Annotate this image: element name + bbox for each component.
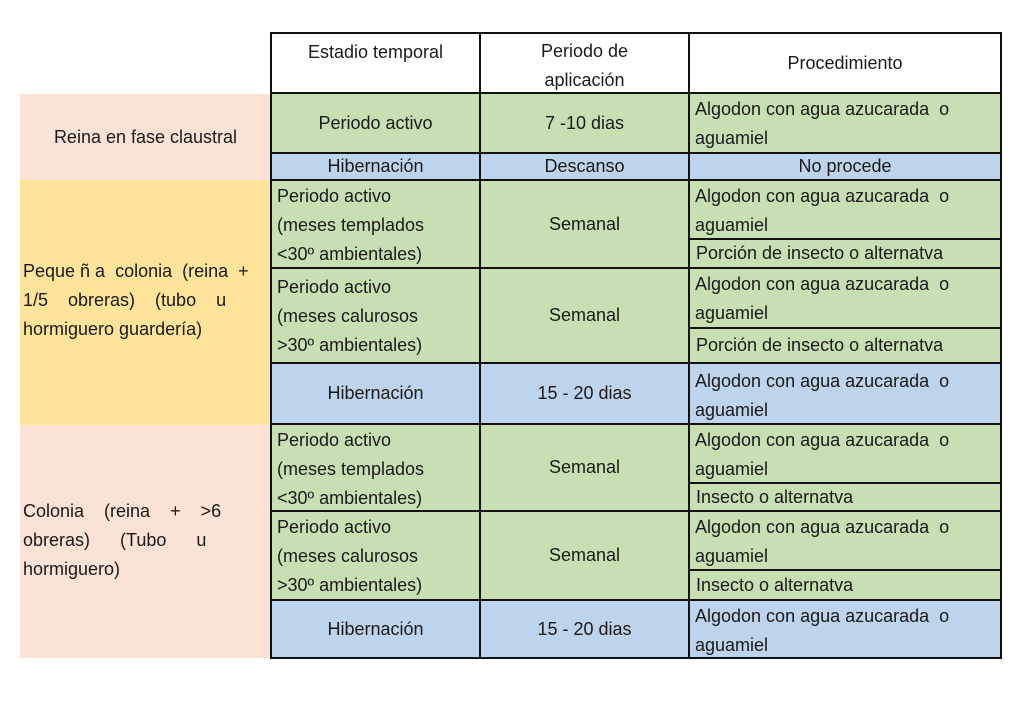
small-temperate-period	[479, 179, 690, 269]
period-text: 15 - 20 dias	[537, 618, 632, 639]
group-small-colony-line2: 1/5 obreras) (tubo u	[23, 290, 227, 310]
small-hot-procedure-insect	[688, 327, 1002, 364]
small-temperate-procedure-cotton	[688, 179, 1002, 240]
stage-line2: (meses templados	[277, 215, 425, 235]
colony-temperate-procedure-insect	[688, 482, 1002, 512]
procedure-line1: Algodon con agua azucarada o	[695, 430, 950, 450]
procedure-line2: aguamiel	[695, 215, 769, 235]
header-stage-text: Estadio temporal	[307, 42, 444, 62]
colony-hot-procedure-insect	[688, 569, 1002, 601]
queen-active-procedure	[688, 92, 1002, 154]
period-text: Descanso	[544, 156, 625, 176]
stage-line3: <30º ambientales)	[277, 488, 423, 508]
colony-temperate-period	[479, 423, 690, 512]
group-small-colony	[20, 180, 271, 425]
header-period-line1: Periodo de	[540, 41, 629, 61]
small-hibernation-stage	[270, 362, 481, 425]
procedure-line2: aguamiel	[695, 635, 769, 655]
stage-line3: <30º ambientales)	[277, 244, 423, 264]
stage-line3: >30º ambientales)	[277, 575, 423, 595]
colony-hot-stage	[270, 510, 481, 601]
small-hibernation-period	[479, 362, 690, 425]
colony-hibernation-procedure	[688, 599, 1002, 659]
queen-hibernation-procedure	[688, 152, 1002, 181]
procedure-line2: aguamiel	[695, 400, 769, 420]
procedure-text: Porción de insecto o alternatva	[696, 335, 944, 355]
header-period	[479, 32, 690, 94]
period-text: Semanal	[548, 213, 621, 234]
queen-hibernation-stage	[270, 152, 481, 181]
procedure-line2: aguamiel	[695, 546, 769, 566]
procedure-text: Insecto o alternatva	[696, 574, 854, 595]
procedure-line2: aguamiel	[695, 128, 769, 148]
stage-line3: >30º ambientales)	[277, 335, 423, 355]
stage-line1: Periodo activo	[277, 430, 392, 450]
procedure-line1: Algodon con agua azucarada o	[695, 371, 950, 391]
procedure-text: Insecto o alternatva	[696, 486, 854, 507]
procedure-line2: aguamiel	[695, 459, 769, 479]
queen-active-stage	[270, 92, 481, 154]
stage-line2: (meses calurosos	[277, 546, 419, 566]
stage-line1: Periodo activo	[277, 186, 392, 206]
procedure-line1: Algodon con agua azucarada o	[695, 186, 950, 206]
colony-hibernation-period	[479, 599, 690, 659]
stage-text: Hibernación	[327, 383, 424, 403]
small-hot-period	[479, 267, 690, 364]
period-text: Semanal	[548, 457, 621, 477]
period-text: 7 -10 dias	[544, 112, 625, 133]
colony-hibernation-stage	[270, 599, 481, 659]
procedure-line2: aguamiel	[695, 303, 769, 323]
group-queen	[20, 94, 271, 180]
small-hot-stage	[270, 267, 481, 364]
procedure-line1: Algodon con agua azucarada o	[695, 274, 950, 294]
group-colony-line2: obreras) (Tubo u	[23, 530, 207, 550]
queen-hibernation-period	[479, 152, 690, 181]
colony-temperate-stage	[270, 423, 481, 512]
stage-line1: Periodo activo	[277, 517, 392, 537]
group-small-colony-line1: Peque ñ a colonia (reina +	[23, 261, 249, 281]
period-text: Semanal	[548, 305, 621, 325]
header-procedure-text: Procedimiento	[787, 52, 903, 73]
small-hot-procedure-cotton	[688, 267, 1002, 329]
group-colony	[20, 425, 271, 658]
procedure-line1: Algodon con agua azucarada o	[695, 99, 950, 119]
small-temperate-stage	[270, 179, 481, 269]
stage-line1: Periodo activo	[277, 277, 392, 297]
procedure-text: No procede	[798, 156, 892, 176]
stage-text: Hibernación	[327, 156, 424, 176]
header-stage	[270, 32, 481, 94]
header-procedure	[688, 32, 1002, 94]
colony-hot-procedure-cotton	[688, 510, 1002, 571]
period-text: Semanal	[548, 545, 621, 565]
period-text: 15 - 20 dias	[537, 383, 632, 403]
group-colony-line3: hormiguero)	[23, 559, 121, 579]
stage-line2: (meses calurosos	[277, 306, 419, 326]
header-period-line2: aplicación	[544, 70, 625, 90]
procedure-line1: Algodon con agua azucarada o	[695, 517, 950, 537]
group-small-colony-line3: hormiguero guardería)	[23, 319, 203, 339]
stage-line2: (meses templados	[277, 459, 425, 479]
stage-text: Periodo activo	[318, 112, 433, 133]
group-queen-label: Reina en fase claustral	[53, 126, 238, 147]
procedure-line1: Algodon con agua azucarada o	[695, 606, 950, 626]
small-hibernation-procedure	[688, 362, 1002, 425]
colony-temperate-procedure-cotton	[688, 423, 1002, 484]
stage-text: Hibernación	[327, 618, 424, 639]
colony-hot-period	[479, 510, 690, 601]
group-colony-line1: Colonia (reina + >6	[23, 501, 222, 521]
small-temperate-procedure-insect	[688, 238, 1002, 269]
procedure-text: Porción de insecto o alternatva	[696, 243, 944, 263]
queen-active-period	[479, 92, 690, 154]
